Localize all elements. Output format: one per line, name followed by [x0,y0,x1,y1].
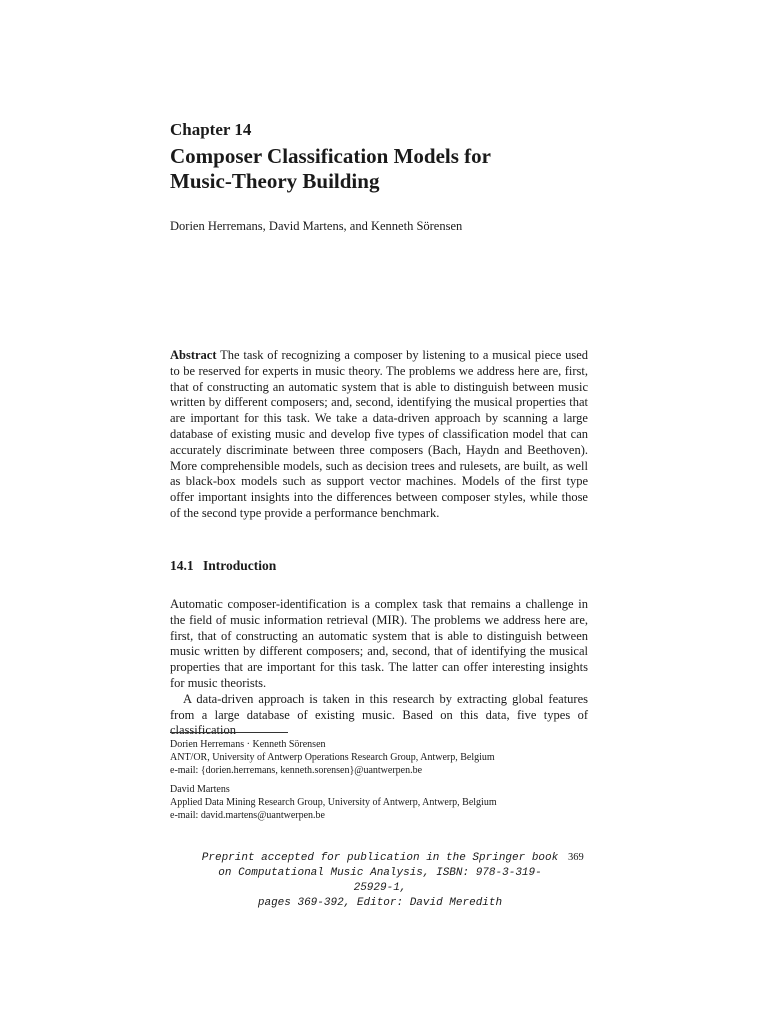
affiliation-org: Applied Data Mining Research Group, University of Antwerp, Antwerp, Belgium [170,796,497,808]
chapter-label: Chapter 14 [170,120,252,139]
body-paragraph: Automatic composer-identification is a complex task that remains a challenge in the field of music information retrieval (MIR). The problems we address here are, first, that of constructing an automatic system that is able to distinguish between music written by different composers; and, second, that of identifying the musical properties that are important for this task. The latter can offer interesting insights for music theorists. [170,597,588,690]
affiliation-block [170,784,590,822]
abstract [170,348,588,522]
chapter-title-line: Music-Theory Building [170,169,380,193]
preprint-line: on Computational Music Analysis, ISBN: 978-3-319-25929-1, [218,867,542,894]
footnote-divider [170,732,288,733]
preprint-notice [200,851,560,911]
preprint-line: Preprint accepted for publication in the Springer book [201,852,559,864]
section-heading [170,558,276,574]
preprint-line: pages 369-392, Editor: David Meredith [257,897,503,909]
body-paragraph: A data-driven approach is taken in this research by extracting global features from a large database of existing music. Based on this data, five types of classification [170,691,588,738]
affiliation-block [170,739,590,777]
affiliation-email: e-mail: {dorien.herremans, kenneth.sorensen}@uantwerpen.be [170,764,423,776]
section-title: Introduction [203,558,277,573]
chapter-title-line: Composer Classification Models for [170,144,491,168]
affiliation-names: Dorien Herremans · Kenneth Sörensen [170,739,326,750]
affiliation-email: e-mail: david.martens@uantwerpen.be [170,809,325,821]
section-body [170,597,588,739]
affiliation-org: ANT/OR, University of Antwerp Operations Research Group, Antwerp, Belgium [170,751,495,763]
abstract-text: The task of recognizing a composer by listening to a musical piece used to be reserved for experts in music theory. The problems we address here are, first, that of constructing an automatic system that is able to distinguish between music written by different composers; and, second, identifying the musical properties that are important for this task. We take a data-driven approach by scanning a large database of existing music and develop five types of classification model that can accurately discriminate between three composers (Bach, Haydn and Beethoven). More comprehensible models, such as decision trees and rulesets, are built, as well as black-box models such as support vector machines. Models of the first type offer important insights into the differences between composer styles, while those of the second type provide a performance benchmark. [170,348,588,520]
affiliation-names: David Martens [170,784,230,795]
abstract-heading: Abstract [170,348,217,362]
section-number: 14.1 [170,558,194,573]
chapter-title [170,144,590,194]
author-list: Dorien Herremans, David Martens, and Kenneth Sörensen [170,219,463,233]
page-number: 369 [568,852,584,863]
